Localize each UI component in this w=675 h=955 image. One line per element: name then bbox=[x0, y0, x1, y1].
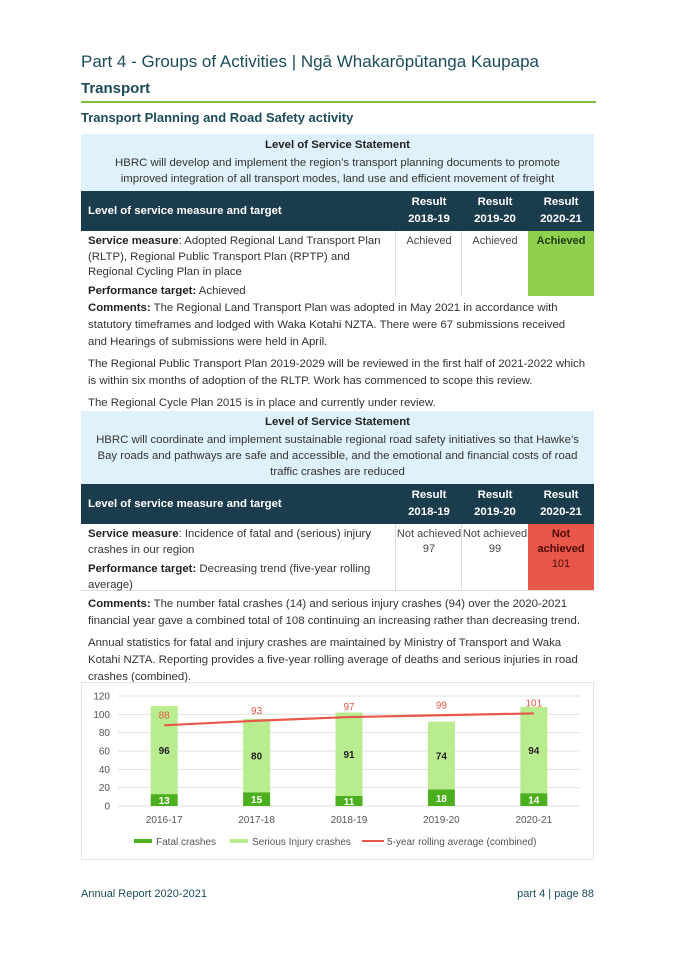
chart-svg bbox=[82, 683, 593, 859]
result-2019-20: Not achieved 99 bbox=[462, 528, 528, 555]
x-tick-label: 2016-17 bbox=[145, 815, 183, 826]
rolling-average-label: 101 bbox=[525, 698, 543, 710]
los-statement-1 bbox=[81, 134, 594, 191]
legend-label: 5-year rolling average (combined) bbox=[387, 837, 537, 848]
y-tick-label: 40 bbox=[98, 764, 110, 776]
result-2018-19: Achieved bbox=[406, 235, 452, 247]
result-header-2020-21: Result 2020-21 bbox=[540, 489, 582, 518]
measure-header: Level of service measure and target bbox=[88, 205, 282, 217]
section-title: Transport bbox=[81, 80, 151, 97]
los-heading: Level of Service Statement bbox=[265, 416, 410, 428]
y-tick-label: 80 bbox=[98, 728, 110, 740]
rolling-average-label: 97 bbox=[343, 702, 355, 714]
result-header-2020-21: Result 2020-21 bbox=[540, 196, 582, 225]
table-row-2 bbox=[81, 524, 594, 591]
comments-1: Comments: The Regional Land Transport Plan was adopted in May 2021 in accordance with statutory timeframes and lodged with Waka Kotahi NZTA. There were 67 submissions received and Hearings of submissions were held in April. The Regional Public Transport Plan 2019-2029 will be reviewed in the first half of 2021-2022 which is within six months of adoption of the RLTP. Work has commenced to scope this review. The Regional Cycle Plan 2015 is in place and currently under review. bbox=[81, 296, 594, 413]
rolling-average-label: 93 bbox=[251, 705, 263, 717]
result-header-2019-20: Result 2019-20 bbox=[474, 196, 516, 225]
result-header-2018-19: Result 2018-19 bbox=[408, 489, 450, 518]
x-tick-label: 2020-21 bbox=[515, 815, 553, 826]
result-2020-21: Achieved bbox=[528, 231, 594, 296]
result-header-2018-19: Result 2018-19 bbox=[408, 196, 450, 225]
los-statement-2 bbox=[81, 411, 594, 484]
measure-cell: Service measure: Incidence of fatal and (serious) injury crashes in our region Performance target: Decreasing trend (five-year rolling average) bbox=[88, 528, 372, 591]
table-header-2 bbox=[81, 484, 594, 524]
rolling-average-label: 99 bbox=[435, 700, 447, 712]
los-text: HBRC will coordinate and implement sustainable regional road safety initiatives so that Hawke’s Bay roads and pathways are safe and accessible, and the emotional and financial costs of road traffic crashes are reduced bbox=[96, 434, 579, 478]
table-header-1 bbox=[81, 191, 594, 231]
fatal-data-label: 11 bbox=[343, 796, 355, 808]
legend-label: Serious Injury crashes bbox=[252, 837, 351, 848]
los-heading: Level of Service Statement bbox=[265, 139, 410, 151]
section-divider bbox=[81, 101, 596, 103]
x-tick-label: 2017-18 bbox=[238, 815, 275, 826]
fatal-data-label: 15 bbox=[251, 795, 263, 807]
y-tick-label: 20 bbox=[98, 783, 110, 795]
legend-swatch bbox=[134, 839, 152, 843]
legend-label: Fatal crashes bbox=[156, 837, 217, 848]
measure-cell: Service measure: Adopted Regional Land Transport Plan (RLTP), Regional Public Transport Plan (RPTP) and Regional Cycling Plan in place Performance target: Achieved bbox=[88, 235, 381, 297]
fatal-data-label: 18 bbox=[435, 793, 447, 805]
y-tick-label: 0 bbox=[104, 801, 110, 813]
los-text: HBRC will develop and implement the region’s transport planning documents to promote improved integration of all transport modes, land use and efficient movement of freight bbox=[115, 157, 560, 185]
activity-title: Transport Planning and Road Safety activity bbox=[81, 110, 354, 125]
part-title: Part 4 - Groups of Activities | Ngā Whakarōpūtanga Kaupapa bbox=[81, 52, 540, 71]
result-2020-21: Not achieved 101 bbox=[528, 524, 594, 590]
crash-chart bbox=[81, 682, 594, 860]
x-tick-label: 2019-20 bbox=[423, 815, 460, 826]
result-header-2019-20: Result 2019-20 bbox=[474, 489, 516, 518]
serious-data-label: 74 bbox=[435, 751, 447, 763]
serious-data-label: 96 bbox=[158, 746, 170, 758]
serious-data-label: 80 bbox=[251, 751, 263, 763]
serious-data-label: 94 bbox=[528, 746, 540, 758]
fatal-data-label: 13 bbox=[158, 796, 170, 808]
comments-2: Comments: The number fatal crashes (14) and serious injury crashes (94) over the 2020-2021 financial year gave a combined total of 108 continuing an increasing rather than decreasing trend. Annual statistics for fatal and injury crashes are maintained by Ministry of Transport and Waka Kotahi NZTA. Reporting provides a five-year rolling average of deaths and serious injuries in road crashes (combined). bbox=[81, 592, 594, 682]
footer-report-title: Annual Report 2020-2021 bbox=[81, 888, 207, 900]
footer-page-ref: part 4 | page 88 bbox=[517, 888, 594, 900]
serious-data-label: 91 bbox=[343, 750, 355, 762]
result-2019-20: Achieved bbox=[472, 235, 518, 247]
table-row-1 bbox=[81, 231, 594, 297]
result-2018-19: Not achieved 97 bbox=[396, 528, 462, 555]
y-tick-label: 100 bbox=[93, 709, 110, 721]
x-tick-label: 2018-19 bbox=[330, 815, 368, 826]
fatal-data-label: 14 bbox=[528, 795, 540, 807]
legend-swatch bbox=[230, 839, 248, 843]
measure-header: Level of service measure and target bbox=[88, 498, 282, 510]
rolling-average-label: 88 bbox=[158, 710, 170, 722]
y-tick-label: 120 bbox=[93, 691, 110, 703]
y-tick-label: 60 bbox=[98, 746, 110, 758]
